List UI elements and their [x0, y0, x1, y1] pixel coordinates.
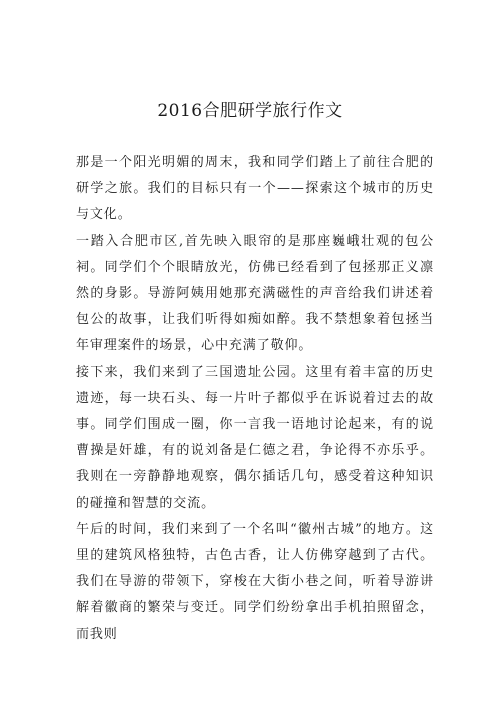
paragraph: 那是一个阳光明媚的周末，我和同学们踏上了前往合肥的研学之旅。我们的目标只有一个——探索这个城市的历史与文化。: [76, 155, 434, 223]
document-body: [76, 150, 434, 648]
document-title: 2016合肥研学旅行作文: [157, 101, 343, 121]
paragraph: 一踏入合肥市区,首先映入眼帘的是那座巍峨壮观的包公祠。同学们个个眼睛放光，仿佛已经看到了包拯那正义凛然的身影。导游阿姨用她那充满磁性的声音给我们讲述着包公的故事，让我们听得如痴如醉。我不禁想象着包拯当年审理案件的场景，心中充满了敬仰。: [76, 233, 434, 354]
paragraph: 午后的时间，我们来到了一个名叫“徽州古城”的地方。这里的建筑风格独特，古色古香，让人仿佛穿越到了古代。我们在导游的带领下，穿梭在大街小巷之间，听着导游讲解着徽商的繁荣与变迁。同学们纷纷拿出手机拍照留念，而我则: [76, 521, 434, 642]
paragraph: 接下来，我们来到了三国遗址公园。这里有着丰富的历史遗迹，每一块石头、每一片叶子都似乎在诉说着过去的故事。同学们围成一圈，你一言我一语地讨论起来，有的说曹操是奸雄，有的说刘备是仁德之君，争论得不亦乐乎。我则在一旁静静地观察，偶尔插话几句，感受着这种知识的碰撞和智慧的交流。: [76, 364, 434, 511]
